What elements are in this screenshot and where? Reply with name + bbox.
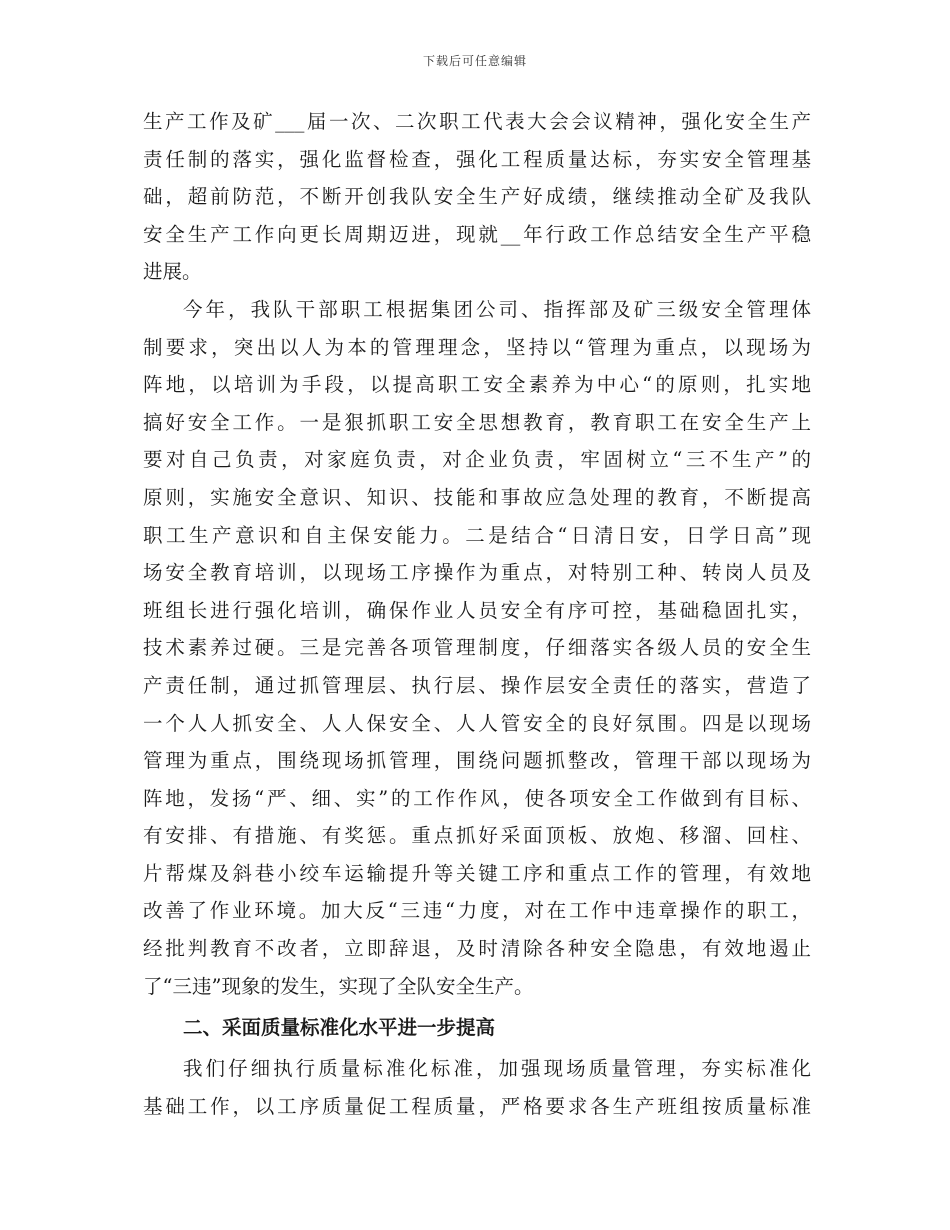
text-line: 职工生产意识和自主保安能力。二是结合“日清日安，日学日高”现 (143, 523, 811, 547)
text-line: 阵地，发扬“严、细、实”的工作作风，使各项安全工作做到有目标、 (143, 786, 811, 810)
text-line: 有安排、有措施、有奖惩。重点抓好采面顶板、放炮、移溜、回柱、 (143, 824, 811, 848)
paragraph-3 (143, 1050, 811, 1125)
section-heading: 二、采面质量标准化水平进一步提高 (183, 1016, 496, 1040)
text-line: 进展。 (143, 260, 202, 284)
text-line: 经批判教育不改者，立即辞退，及时清除各种安全隐患，有效地遏止 (143, 937, 811, 961)
text-line: 片帮煤及斜巷小绞车运输提升等关键工序和重点工作的管理，有效地 (143, 861, 811, 885)
text-line: 技术素养过硬。三是完善各项管理制度，仔细落实各级人员的安全生 (143, 636, 811, 660)
text-line: 今年，我队干部职工根据集团公司、指挥部及矿三级安全管理体 (183, 297, 811, 321)
text-line: 搞好安全工作。一是狠抓职工安全思想教育，教育职工在安全生产上 (143, 410, 811, 434)
text-line: 原则，实施安全意识、知识、技能和事故应急处理的教育，不断提高 (143, 485, 811, 509)
text-line: 阵地，以培训为手段，以提高职工安全素养为中心“的原则，扎实地 (143, 373, 811, 397)
text-line: 班组长进行强化培训，确保作业人员安全有序可控，基础稳固扎实， (143, 598, 811, 622)
paragraph-1 (143, 103, 811, 291)
text-line: 基础工作，以工序质量促工程质量，严格要求各生产班组按质量标准 (143, 1094, 811, 1118)
text-line: 责任制的落实，强化监督检查，强化工程质量达标，夯实安全管理基 (143, 147, 811, 171)
text-line: 我们仔细执行质量标准化标准，加强现场质量管理，夯实标准化 (183, 1057, 811, 1081)
text-line: 一个人人抓安全、人人保安全、人人管安全的良好氛围。四是以现场 (143, 711, 811, 735)
text-line: 制要求，突出以人为本的管理理念，坚持以“管理为重点，以现场为 (143, 335, 811, 359)
text-line: 要对自己负责，对家庭负责，对企业负责，牢固树立“三不生产”的 (143, 448, 811, 472)
text-line: 了“三违”现象的发生，实现了全队安全生产。 (143, 974, 534, 998)
text-line: 改善了作业环境。加大反“三违“力度，对在工作中违章操作的职工， (143, 899, 811, 923)
text-line: 生产工作及矿___届一次、二次职工代表大会会议精神，强化安全生产 (143, 110, 811, 133)
page-header: 下载后可任意编辑 (422, 54, 527, 68)
text-line: 管理为重点，围绕现场抓管理，围绕问题抓整改，管理干部以现场为 (143, 749, 811, 773)
text-line: 础，超前防范，不断开创我队安全生产好成绩，继续推动全矿及我队 (143, 185, 811, 209)
document-body (143, 103, 811, 1125)
text-line: 场安全教育培训，以现场工序操作为重点，对特别工种、转岗人员及 (143, 561, 811, 585)
paragraph-2 (143, 291, 811, 1005)
text-line: 产责任制，通过抓管理层、执行层、操作层安全责任的落实，营造了 (143, 673, 811, 697)
text-line: 安全生产工作向更长周期迈进，现就__年行政工作总结安全生产平稳 (143, 222, 811, 246)
